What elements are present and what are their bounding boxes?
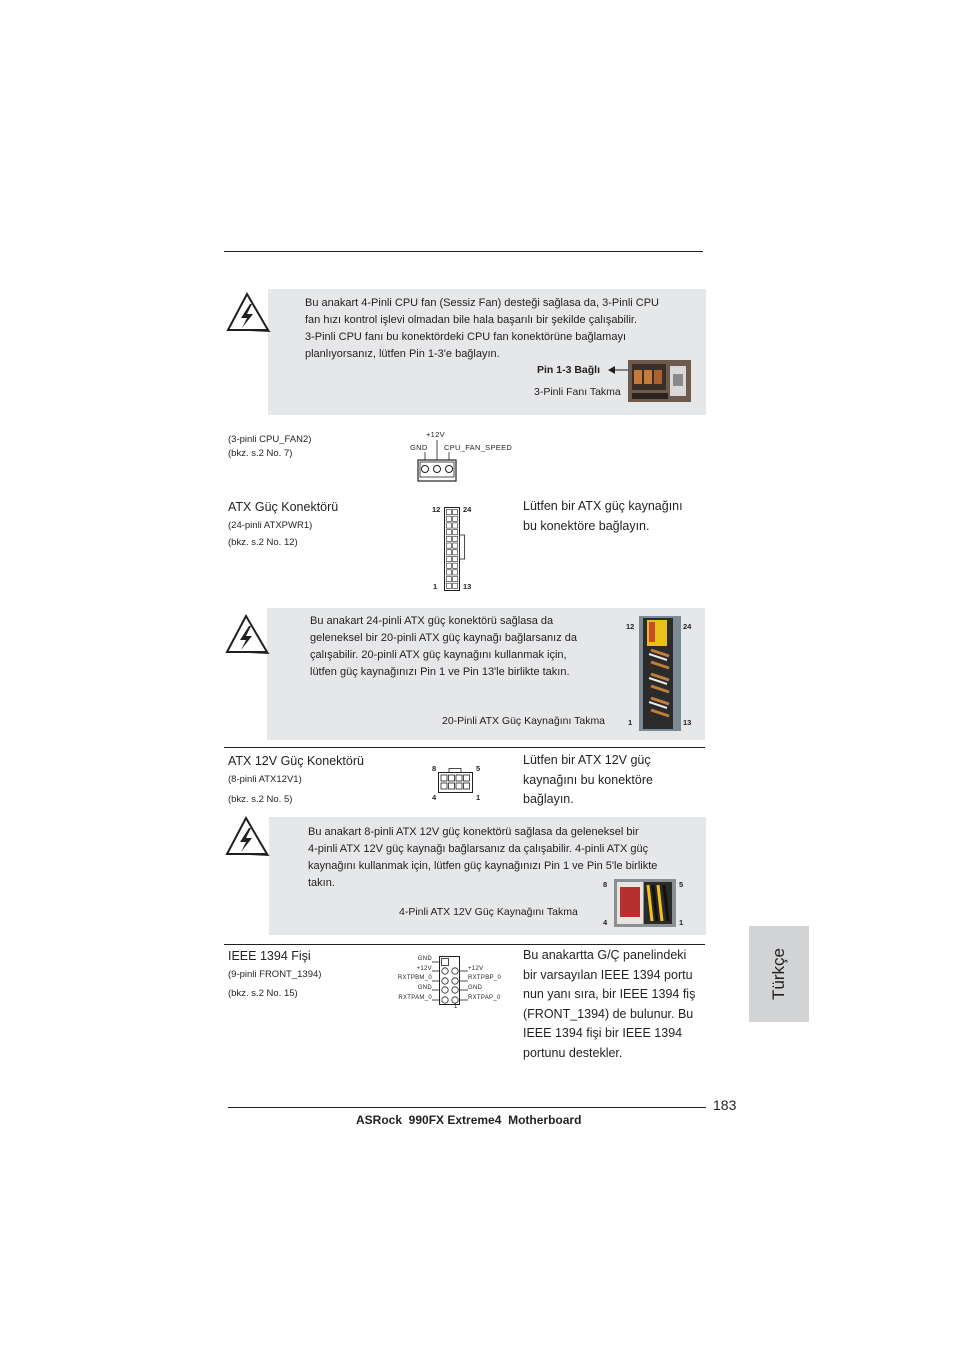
- atx12v-title: ATX 12V Güç Konektörü: [228, 754, 364, 768]
- atx-pin: [447, 530, 452, 535]
- atx12v-install-caption: 4-Pinli ATX 12V Güç Kaynağını Takma: [399, 906, 578, 918]
- ieee-name: (9-pinli FRONT_1394): [228, 969, 322, 980]
- pin-label-gnd: GND: [410, 443, 428, 452]
- atx20-install-caption: 20-Pinli ATX Güç Kaynağını Takma: [442, 715, 606, 727]
- atx12v-name: (8-pinli ATX12V1): [228, 774, 302, 785]
- ieee-title: IEEE 1394 Fişi: [228, 949, 311, 963]
- ieee-pin-label-left: RXTPAM_0: [398, 995, 432, 1001]
- warning-text-cpu-fan: [305, 295, 695, 363]
- pin-number-13: 13: [463, 582, 472, 591]
- ieee-pin-label-right: +12V: [468, 966, 484, 972]
- atx20-plug-photo: [639, 616, 681, 731]
- pin-number-5: 5: [476, 764, 481, 773]
- atx-pin: [453, 536, 458, 541]
- pin-connected-label: Pin 1-3 Bağlı: [537, 364, 601, 376]
- ieee-description: [523, 946, 695, 1063]
- atx12v-description: [523, 751, 653, 810]
- cpu-fan-name: (3-pinli CPU_FAN2): [228, 434, 312, 445]
- top-rule: [224, 251, 703, 252]
- atx-pin: [453, 577, 458, 582]
- warning-line: planlıyorsanız, lütfen Pin 1-3'e bağlayın.: [305, 348, 500, 360]
- atx-power-title: ATX Güç Konektörü: [228, 500, 339, 514]
- desc-line: Lütfen bir ATX 12V güç: [523, 753, 651, 767]
- language-side-tab: [749, 926, 809, 1022]
- desc-line: kaynağını bu konektöre: [523, 772, 653, 787]
- atx-pin: [453, 550, 458, 555]
- pin-number-24: 24: [463, 505, 472, 514]
- pin-number-8: 8: [432, 764, 437, 773]
- warning-line: çalışabilir. 20-pinli ATX güç kaynağını kullanmak için,: [310, 649, 567, 661]
- pin-number-12: 12: [626, 622, 635, 631]
- pin-number-5: 5: [679, 880, 684, 889]
- desc-line: (FRONT_1394) de bulunur. Bu: [523, 1006, 694, 1021]
- atx-power-sub: [228, 519, 312, 549]
- page-number: 183: [713, 1097, 737, 1113]
- pin-number-1: 1: [476, 793, 481, 802]
- atx-pin: [447, 516, 452, 521]
- warning-icon: [224, 816, 270, 858]
- atx-pin: [453, 570, 458, 575]
- atx-pin: [447, 556, 452, 561]
- atx-pin: [447, 510, 452, 515]
- section-rule: [224, 747, 705, 748]
- pin-label-speed: CPU_FAN_SPEED: [444, 443, 513, 452]
- desc-line: Bu anakartta G/Ç panelindeki: [523, 948, 687, 962]
- atx-pin: [453, 556, 458, 561]
- warning-icon: [224, 614, 270, 656]
- atx-pin: [453, 530, 458, 535]
- warning-line: kaynağını kullanmak için, lütfen güç kaynağınızı Pin 1 ve Pin 5'le birlikte: [308, 860, 658, 872]
- atx-pin: [447, 577, 452, 582]
- pin-number-4: 4: [603, 918, 608, 927]
- pin-number-1: 1: [628, 718, 633, 727]
- atx-pin: [447, 523, 452, 528]
- ieee-pin-label-left: GND: [417, 985, 432, 991]
- warning-line: 3-Pinli CPU fanı bu konektördeki CPU fan konektörüne bağlamayı: [305, 331, 627, 343]
- ieee-ref: (bkz. s.2 No. 15): [228, 988, 298, 999]
- cpu-fan-ref: (bkz. s.2 No. 7): [228, 448, 293, 459]
- warning-text-atx: [310, 613, 630, 681]
- pin-number-1: 1: [679, 918, 684, 927]
- warning-line: Bu anakart 4-Pinli CPU fan (Sessiz Fan) desteği sağlasa da, 3-Pinli CPU: [305, 297, 659, 309]
- pin-number-13: 13: [683, 718, 692, 727]
- pin-number-1: 1: [433, 582, 438, 591]
- cpu-fan-connector-diagram: [412, 440, 462, 484]
- warning-line: lütfen güç kaynağınızı Pin 1 ve Pin 13'le birlikte takın.: [310, 666, 570, 678]
- pin-label-12v: +12V: [426, 430, 445, 439]
- ieee-pin-label-right: RXTPBP_0: [468, 975, 502, 981]
- atx-power-ref: (bkz. s.2 No. 12): [228, 537, 298, 548]
- atx-pin: [447, 536, 452, 541]
- ieee-sub: [228, 968, 321, 1000]
- atx12v-sub: [228, 773, 302, 806]
- atx-pin: [447, 550, 452, 555]
- pin-number-24: 24: [683, 622, 692, 631]
- cpu-fan-label: [228, 433, 311, 460]
- pin-number-12: 12: [432, 505, 441, 514]
- atx-24pin-connector-diagram: [444, 507, 466, 591]
- desc-line: bu konektöre bağlayın.: [523, 518, 650, 533]
- atx-pin: [447, 543, 452, 548]
- language-label: Türkçe: [769, 948, 788, 1000]
- atx-pin: [453, 583, 458, 588]
- footer-product-name: ASRock 990FX Extreme4 Motherboard: [356, 1113, 582, 1127]
- atx-pin: [453, 563, 458, 568]
- desc-line: Lütfen bir ATX güç kaynağını: [523, 499, 683, 513]
- atx12v-plug-photo: [614, 879, 676, 927]
- pin-number-8: 8: [603, 880, 608, 889]
- section-rule: [224, 944, 705, 945]
- warning-line: geleneksel bir 20-pinli ATX güç kaynağı bağlarsanız da: [310, 632, 578, 644]
- desc-line: nun yanı sıra, bir IEEE 1394 fiş: [523, 987, 696, 1001]
- ieee-pin-label-left: RXTPBM_0: [397, 975, 432, 981]
- ieee1394-connector-diagram: [432, 955, 468, 1011]
- desc-line: bağlayın.: [523, 792, 574, 806]
- ieee-pin-label-right: GND: [468, 985, 483, 991]
- atx-pin: [447, 583, 452, 588]
- fan-install-caption: 3-Pinli Fanı Takma: [534, 386, 621, 398]
- atx-pin: [447, 570, 452, 575]
- atx-pin: [453, 543, 458, 548]
- pin-number-4: 4: [432, 793, 437, 802]
- atx-power-description: [523, 497, 683, 536]
- desc-line: bir varsayılan IEEE 1394 portu: [523, 967, 693, 982]
- atx-pin: [453, 523, 458, 528]
- warning-line: takın.: [308, 877, 335, 889]
- atx12v-8pin-connector-diagram: [438, 768, 474, 794]
- atx-power-name: (24-pinli ATXPWR1): [228, 520, 313, 531]
- ieee-pin-label-left: +12V: [416, 966, 432, 972]
- ieee-pin-number-1: 1: [454, 1004, 458, 1010]
- warning-line: 4-pinli ATX 12V güç kaynağı bağlarsanız da çalışabilir. 4-pinli ATX güç: [308, 843, 649, 855]
- warning-line: Bu anakart 8-pinli ATX 12V güç konektörü sağlasa da geleneksel bir: [308, 826, 639, 838]
- ieee-pin-label-left: GND: [417, 956, 432, 962]
- atx-pin: [453, 516, 458, 521]
- fan-connector-photo: [628, 360, 691, 402]
- desc-line: portunu destekler.: [523, 1045, 623, 1060]
- warning-line: fan hızı kontrol işlevi olmadan bile hala başarılı bir şekilde çalışabilir.: [305, 314, 637, 326]
- desc-line: IEEE 1394 fişi bir IEEE 1394: [523, 1026, 683, 1040]
- footer-rule: [228, 1107, 706, 1108]
- atx-pin: [447, 563, 452, 568]
- atx12v-ref: (bkz. s.2 No. 5): [228, 794, 293, 805]
- atx-pin: [453, 510, 458, 515]
- warning-icon: [225, 292, 271, 334]
- warning-line: Bu anakart 24-pinli ATX güç konektörü sağlasa da: [310, 615, 554, 627]
- ieee-pin-label-right: RXTPAP_0: [468, 995, 501, 1001]
